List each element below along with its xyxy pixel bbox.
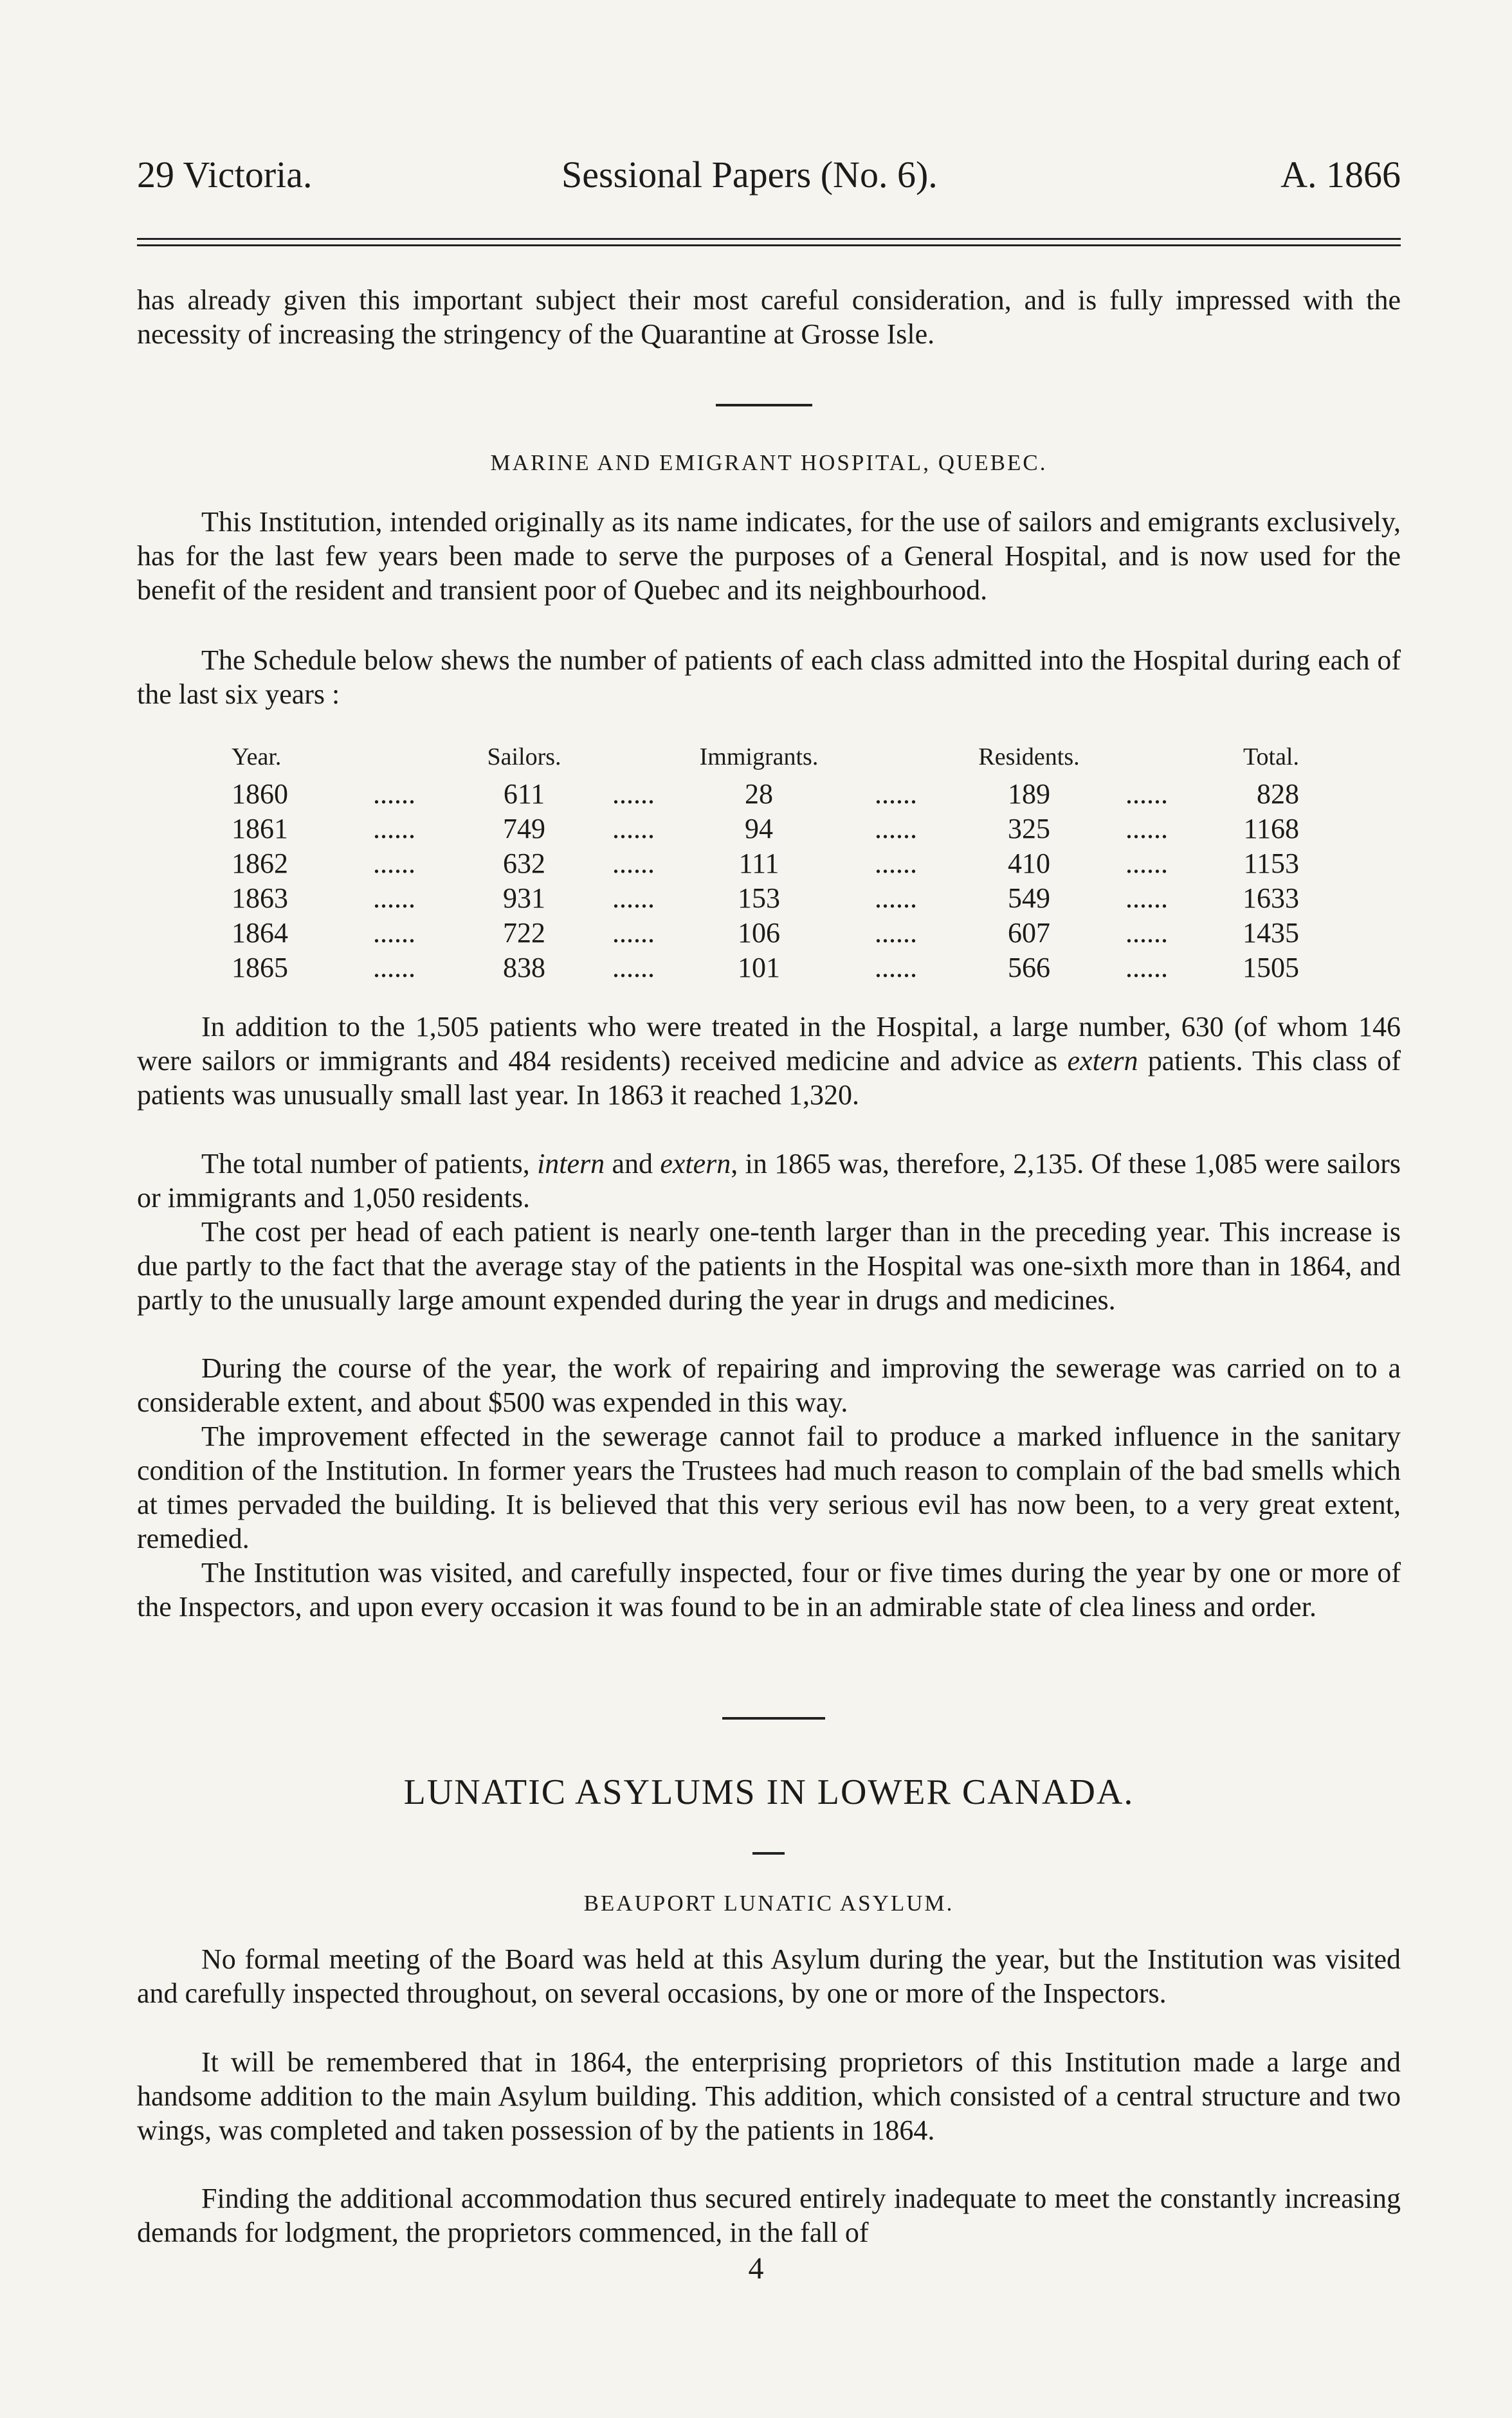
sailors-cell: 611 [503, 778, 545, 810]
year-cell: 1864 [232, 917, 288, 949]
total-cell: 1435 [1243, 917, 1299, 949]
col-sailors-header: Sailors. [487, 743, 561, 770]
header-year: A. 1866 [1280, 154, 1401, 195]
dot-leader: ...... [1125, 848, 1168, 879]
dot-leader: ...... [1125, 813, 1168, 844]
residents-cell: 325 [1008, 813, 1050, 844]
text-span: , in 1865 was, therefore, 2,135. Of these 1,085 were sailors or immigrants and 1,050 residents. [137, 1148, 1401, 1214]
small-divider [752, 1852, 785, 1855]
dot-leader: ...... [875, 778, 917, 810]
page-number: 4 [748, 2251, 764, 2286]
dot-leader: ...... [875, 882, 917, 914]
dot-leader: ...... [373, 882, 415, 914]
section-divider [722, 1717, 825, 1720]
dot-leader: ...... [612, 952, 655, 983]
table-row [212, 777, 1318, 812]
header-rule-top [137, 238, 1401, 240]
dot-leader: ...... [875, 813, 917, 844]
immigrants-cell: 153 [738, 882, 780, 914]
dot-leader: ...... [875, 848, 917, 879]
header-session: 29 Victoria. [137, 154, 313, 195]
residents-cell: 549 [1008, 882, 1050, 914]
extern-patients-paragraph [137, 1010, 1401, 1112]
residents-cell: 189 [1008, 778, 1050, 810]
lunatic-asylums-heading: LUNATIC ASYLUMS IN LOWER CANADA. [403, 1772, 1134, 1812]
marine-hospital-heading: MARINE AND EMIGRANT HOSPITAL, QUEBEC. [490, 450, 1048, 475]
dot-leader: ...... [612, 778, 655, 810]
residents-cell: 607 [1008, 917, 1050, 949]
total-cell: 1153 [1243, 848, 1299, 879]
sewerage-paragraph: During the course of the year, the work of repairing and improving the sewerage was carried on to a considerable extent, and about $500 was expended in this way. [137, 1352, 1401, 1418]
marine-paragraph-1: This Institution, intended originally as its name indicates, for the use of sailors and emigrants exclusively, has for the last few years been made to serve the purposes of a General Hospital, and is now used for the benefit of the resident and transient poor of Quebec and its neighbourhood. [137, 506, 1401, 606]
table-header-row [212, 743, 1318, 777]
total-cell: 1633 [1243, 882, 1299, 914]
residents-cell: 566 [1008, 952, 1050, 983]
text-span: patients. This class of patients was unusually small last year. In 1863 it reached 1,320. [137, 1045, 1401, 1111]
italic-term: intern [537, 1148, 605, 1179]
table-row [212, 812, 1318, 847]
dot-leader: ...... [875, 952, 917, 983]
table-row [212, 847, 1318, 882]
dot-leader: ...... [373, 778, 415, 810]
immigrants-cell: 101 [738, 952, 780, 983]
col-residents-header: Residents. [978, 743, 1080, 770]
sailors-cell: 931 [503, 882, 545, 914]
dot-leader: ...... [875, 917, 917, 949]
text-span: and [605, 1148, 660, 1179]
total-patients-paragraph [137, 1147, 1401, 1215]
italic-term: extern [1067, 1045, 1138, 1077]
section-divider [716, 404, 812, 406]
sailors-cell: 838 [503, 952, 545, 983]
table-row [212, 916, 1318, 951]
dot-leader: ...... [1125, 778, 1168, 810]
inspection-paragraph: The Institution was visited, and carefully inspected, four or five times during the year by one or more of the Inspectors, and upon every occasion it was found to be in an admirable state of clea liness and order. [137, 1557, 1401, 1623]
beauport-asylum-heading: BEAUPORT LUNATIC ASYLUM. [583, 1891, 954, 1916]
dot-leader: ...... [373, 813, 415, 844]
table-body [212, 777, 1318, 986]
total-cell: 828 [1257, 778, 1299, 810]
col-immigrants-header: Immigrants. [699, 743, 819, 770]
year-cell: 1861 [232, 813, 288, 844]
residents-cell: 410 [1008, 848, 1050, 879]
header-rule-bottom [137, 244, 1401, 246]
beauport-paragraph-1: No formal meeting of the Board was held at this Asylum during the year, but the Institution was visited and carefully inspected throughout, on several occasions, by one or more of the Inspectors. [137, 1943, 1401, 2009]
dot-leader: ...... [373, 917, 415, 949]
dot-leader: ...... [1125, 882, 1168, 914]
intro-paragraph: has already given this important subject their most careful consideration, and is fully impressed with the necessity of increasing the stringency of the Quarantine at Grosse Isle. [137, 284, 1401, 350]
col-year-header: Year. [232, 743, 282, 770]
year-cell: 1862 [232, 848, 288, 879]
dot-leader: ...... [612, 917, 655, 949]
marine-paragraph-2: The Schedule below shews the number of patients of each class admitted into the Hospital during each of the last six years : [137, 644, 1401, 710]
admissions-table [212, 743, 1318, 986]
table-row [212, 882, 1318, 916]
immigrants-cell: 106 [738, 917, 780, 949]
total-cell: 1168 [1243, 813, 1299, 844]
text-span: In addition to the 1,505 patients who were treated in the Hospital, a large number, 630 (of whom 146 were sailors or immigrants and 484 residents) received medicine and advice as [137, 1011, 1401, 1077]
dot-leader: ...... [373, 848, 415, 879]
text-span: The total number of patients, [201, 1148, 538, 1179]
immigrants-cell: 28 [745, 778, 773, 810]
beauport-paragraph-3: Finding the additional accommodation thus secured entirely inadequate to meet the constantly increasing demands for lodgment, the proprietors commenced, in the fall of [137, 2183, 1401, 2248]
year-cell: 1865 [232, 952, 288, 983]
sailors-cell: 749 [503, 813, 545, 844]
dot-leader: ...... [612, 848, 655, 879]
col-total-header: Total. [1243, 743, 1299, 770]
sanitary-paragraph: The improvement effected in the sewerage cannot fail to produce a marked influence in the sanitary condition of the Institution. In former years the Trustees had much reason to complain of the bad smells which at times pervaded the building. It is believed that this very serious evil has now been, to a very great extent, remedied. [137, 1421, 1401, 1554]
table-row [212, 951, 1318, 986]
beauport-paragraph-2: It will be remembered that in 1864, the enterprising proprietors of this Institution made a large and handsome addition to the main Asylum building. This addition, which consisted of a central structure and two wings, was completed and taken possession of by the patients in 1864. [137, 2046, 1401, 2146]
running-header [137, 153, 1401, 205]
total-cell: 1505 [1243, 952, 1299, 983]
year-cell: 1860 [232, 778, 288, 810]
immigrants-cell: 111 [738, 848, 779, 879]
sailors-cell: 632 [503, 848, 545, 879]
immigrants-cell: 94 [745, 813, 773, 844]
dot-leader: ...... [1125, 917, 1168, 949]
dot-leader: ...... [373, 952, 415, 983]
dot-leader: ...... [612, 813, 655, 844]
dot-leader: ...... [612, 882, 655, 914]
year-cell: 1863 [232, 882, 288, 914]
sailors-cell: 722 [503, 917, 545, 949]
cost-paragraph: The cost per head of each patient is nearly one-tenth larger than in the preceding year. This increase is due partly to the fact that the average stay of the patients in the Hospital was one-sixth more than in 1864, and partly to the unusually large amount expended during the year in drugs and medicines. [137, 1216, 1401, 1316]
header-title: Sessional Papers (No. 6). [561, 154, 938, 195]
italic-term: extern [660, 1148, 731, 1179]
dot-leader: ...... [1125, 952, 1168, 983]
